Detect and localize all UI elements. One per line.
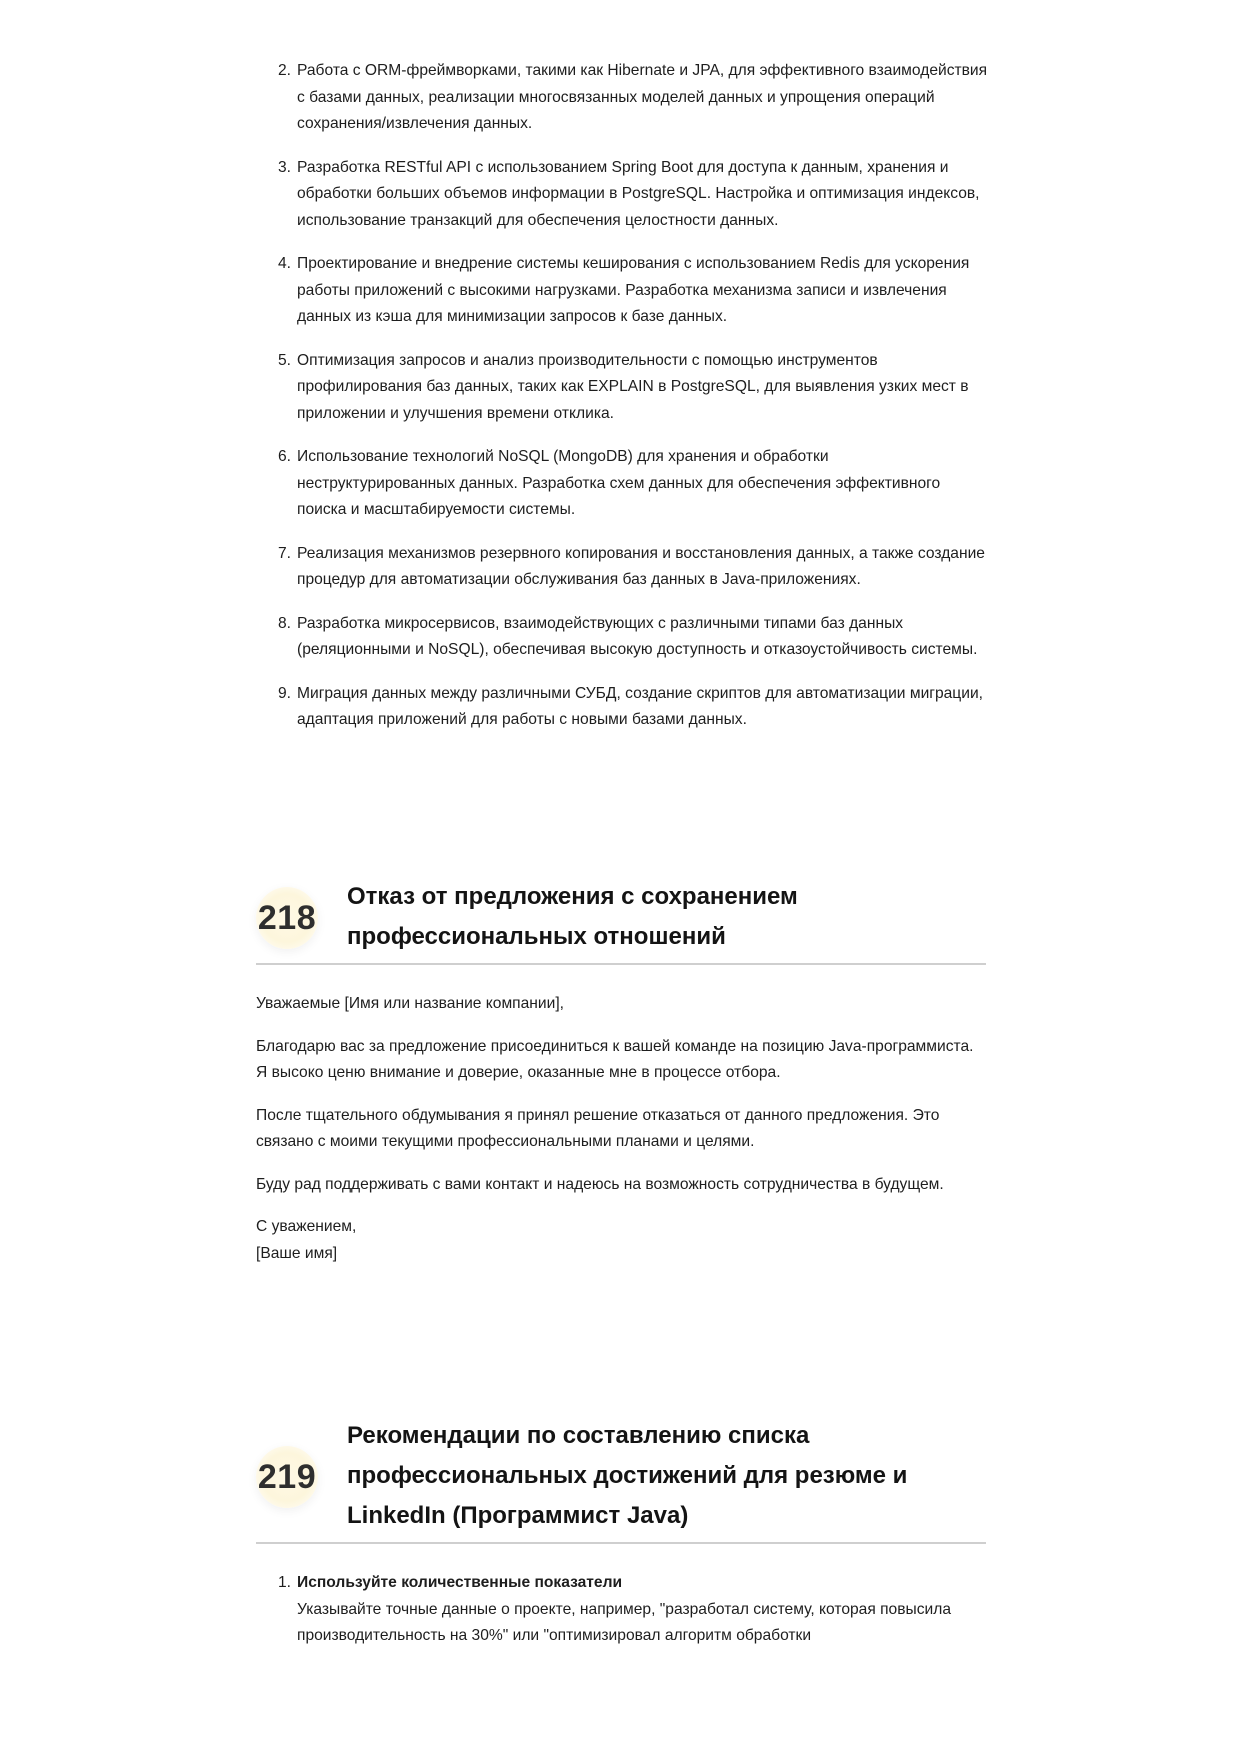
- letter-body: [256, 991, 986, 1267]
- list-item: [256, 155, 991, 235]
- letter-paragraph: Буду рад поддерживать с вами контакт и надеюсь на возможность сотрудничества в будущем.: [256, 1175, 944, 1193]
- list-item-text: Проектирование и внедрение системы кеширования с использованием Redis для ускорения работы приложений с высокими нагрузками. Разработка механизма записи и извлечения данных из кэша для минимизации запросов к базе данных.: [297, 255, 970, 325]
- list-item-number: 4.: [278, 255, 292, 272]
- experience-list: [256, 58, 991, 751]
- section-header: [256, 877, 986, 965]
- list-item-number: 9.: [278, 684, 292, 702]
- list-item-text: Разработка RESTful API с использованием Spring Boot для доступа к данным, хранения и обработки больших объемов информации в PostgreSQL. Настройка и оптимизация индексов, использование транзакций для обеспечения целостности данных.: [297, 158, 980, 229]
- letter-closing: С уважением,: [256, 1218, 357, 1235]
- list-item-text: Миграция данных между различными СУБД, создание скриптов для автоматизации миграции, адаптация приложений для работы с новыми базами данных.: [297, 684, 983, 728]
- list-item: [256, 541, 991, 594]
- section-number-badge: 218: [256, 887, 318, 949]
- list-item-title: Используйте количественные показатели: [297, 1574, 623, 1591]
- list-item: [256, 681, 991, 734]
- list-item: [256, 58, 991, 138]
- list-item-text: Работа с ORM-фреймворками, такими как Hibernate и JPA, для эффективного взаимодействия с базами данных, реализации многосвязанных моделей данных и упрощения операций сохранения/извлечения данных.: [297, 62, 988, 132]
- section-219: [256, 1416, 986, 1667]
- section-title: Отказ от предложения с сохранением профессиональных отношений: [347, 883, 798, 950]
- list-item-text: Разработка микросервисов, взаимодействующих с различными типами баз данных (реляционными и NoSQL), обеспечивая высокую доступность и отказоустойчивость системы.: [297, 614, 978, 658]
- list-item-text: Реализация механизмов резервного копирования и восстановления данных, а также создание процедур для автоматизации обслуживания баз данных в Java-приложениях.: [297, 544, 985, 588]
- list-item-number: 5.: [278, 351, 292, 369]
- list-item: [256, 1570, 986, 1650]
- section-title: Рекомендации по составлению списка профессиональных достижений для резюме и LinkedIn (Программист Java): [347, 1422, 908, 1529]
- recommendations-list: [256, 1570, 986, 1650]
- list-item-text: Оптимизация запросов и анализ производительности с помощью инструментов профилирования баз данных, таких как EXPLAIN в PostgreSQL, для выявления узких мест в приложении и улучшения времени отклика.: [297, 351, 969, 422]
- section-header: [256, 1416, 986, 1544]
- section-218: [256, 877, 986, 1283]
- list-item-text: Использование технологий NoSQL (MongoDB) для хранения и обработки неструктурированных данных. Разработка схем данных для обеспечения эффективного поиска и масштабируемости системы.: [297, 448, 941, 518]
- list-item-number: 2.: [278, 62, 292, 79]
- list-item: [256, 611, 991, 664]
- letter-signature: [Ваше имя]: [256, 1244, 338, 1262]
- letter-greeting: Уважаемые [Имя или название компании],: [256, 995, 564, 1012]
- list-item-number: 7.: [278, 544, 292, 562]
- list-item-number: 8.: [278, 614, 292, 632]
- letter-paragraph: Благодарю вас за предложение присоединиться к вашей команде на позицию Java-программиста. Я высоко ценю внимание и доверие, оказанные мне в процессе отбора.: [256, 1037, 974, 1081]
- list-item-number: 1.: [278, 1574, 292, 1591]
- letter-paragraph: После тщательного обдумывания я принял решение отказаться от данного предложения. Это связано с моими текущими профессиональными планами и целями.: [256, 1106, 940, 1150]
- section-number-badge: 219: [256, 1446, 318, 1508]
- list-item-text: Указывайте точные данные о проекте, например, "разработал систему, которая повысила производительность на 30%" или "оптимизировал алгоритм обработки: [297, 1600, 951, 1644]
- list-item-number: 3.: [278, 158, 292, 176]
- list-item: [256, 444, 991, 524]
- list-item: [256, 348, 991, 428]
- list-item: [256, 251, 991, 331]
- list-item-number: 6.: [278, 448, 292, 465]
